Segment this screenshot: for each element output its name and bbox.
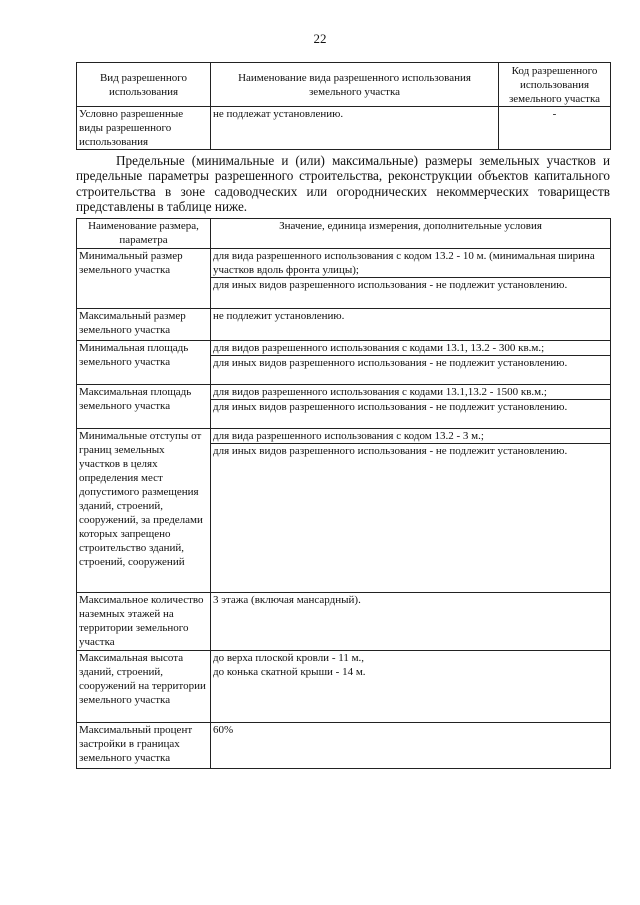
param-name: Минимальная площадь земельного участка bbox=[77, 341, 211, 385]
table-cell: Условно разрешенные виды разрешенного использования bbox=[77, 107, 211, 150]
param-value bbox=[211, 249, 611, 309]
table-row bbox=[77, 723, 611, 769]
value-line: до верха плоской кровли - 11 м., bbox=[213, 652, 365, 664]
value-line: для иных видов разрешенного использования - не подлежит установлению. bbox=[211, 443, 610, 458]
table-row bbox=[77, 429, 611, 593]
value-line: 3 этажа (включая мансардный). bbox=[211, 593, 611, 651]
param-name: Минимальные отступы от границ земельных участков в целях определения мест допустимого размещения зданий, строений, сооружений, за пределами которых запрещено строительство зданий, строений, сооружений bbox=[77, 429, 211, 593]
value-line: для вида разрешенного использования с кодом 13.2 - 3 м.; bbox=[213, 430, 484, 442]
table-header-row bbox=[77, 63, 611, 107]
page-number: 22 bbox=[313, 31, 327, 46]
value-line: 60% bbox=[211, 723, 611, 769]
param-value bbox=[211, 341, 611, 385]
header-cell: Вид разрешенного использования bbox=[77, 63, 211, 107]
table-row bbox=[77, 651, 611, 723]
value-line: до конька скатной крыши - 14 м. bbox=[213, 666, 366, 678]
value-line: для иных видов разрешенного использования - не подлежит установлению. bbox=[211, 399, 610, 414]
parameters-table bbox=[76, 218, 611, 769]
param-value bbox=[211, 651, 611, 723]
table-row bbox=[77, 341, 611, 385]
value-line: для иных видов разрешенного использования - не подлежит установлению. bbox=[211, 277, 610, 292]
param-name: Максимальное количество наземных этажей на территории земельного участка bbox=[77, 593, 211, 651]
table-row bbox=[77, 309, 611, 341]
header-cell: Код разрешенного использования земельного участка bbox=[499, 63, 611, 107]
param-value bbox=[211, 429, 611, 593]
header-cell: Наименование размера, параметра bbox=[77, 219, 211, 249]
header-cell: Наименование вида разрешенного использования земельного участка bbox=[211, 63, 499, 107]
table-row bbox=[77, 249, 611, 309]
table-row bbox=[77, 385, 611, 429]
param-value bbox=[211, 385, 611, 429]
table-cell: не подлежат установлению. bbox=[211, 107, 499, 150]
param-name: Максимальный процент застройки в границах земельного участка bbox=[77, 723, 211, 769]
value-line: не подлежит установлению. bbox=[211, 309, 611, 341]
param-name: Максимальный размер земельного участка bbox=[77, 309, 211, 341]
table-row bbox=[77, 593, 611, 651]
header-cell: Значение, единица измерения, дополнительные условия bbox=[211, 219, 611, 249]
table-row bbox=[77, 107, 611, 150]
value-line: для иных видов разрешенного использования - не подлежит установлению. bbox=[211, 355, 610, 370]
value-line: для видов разрешенного использования с кодами 13.1,13.2 - 1500 кв.м.; bbox=[213, 386, 547, 398]
value-line: для вида разрешенного использования с кодом 13.2 - 10 м. (минимальная ширина участков вдоль фронта улицы); bbox=[213, 250, 595, 276]
param-name: Максимальная высота зданий, строений, сооружений на территории земельного участка bbox=[77, 651, 211, 723]
permitted-use-table bbox=[76, 62, 611, 150]
param-name: Минимальный размер земельного участка bbox=[77, 249, 211, 309]
param-name: Максимальная площадь земельного участка bbox=[77, 385, 211, 429]
table-cell: - bbox=[499, 107, 611, 150]
body-paragraph: Предельные (минимальные и (или) максимальные) размеры земельных участков и предельные параметры разрешенного строительства, реконструкции объектов капитального строительства в зоне садоводческих или огороднических некоммерческих товариществ представлены в таблице ниже. bbox=[76, 153, 610, 215]
table-header-row bbox=[77, 219, 611, 249]
value-line: для видов разрешенного использования с кодами 13.1, 13.2 - 300 кв.м.; bbox=[213, 342, 545, 354]
